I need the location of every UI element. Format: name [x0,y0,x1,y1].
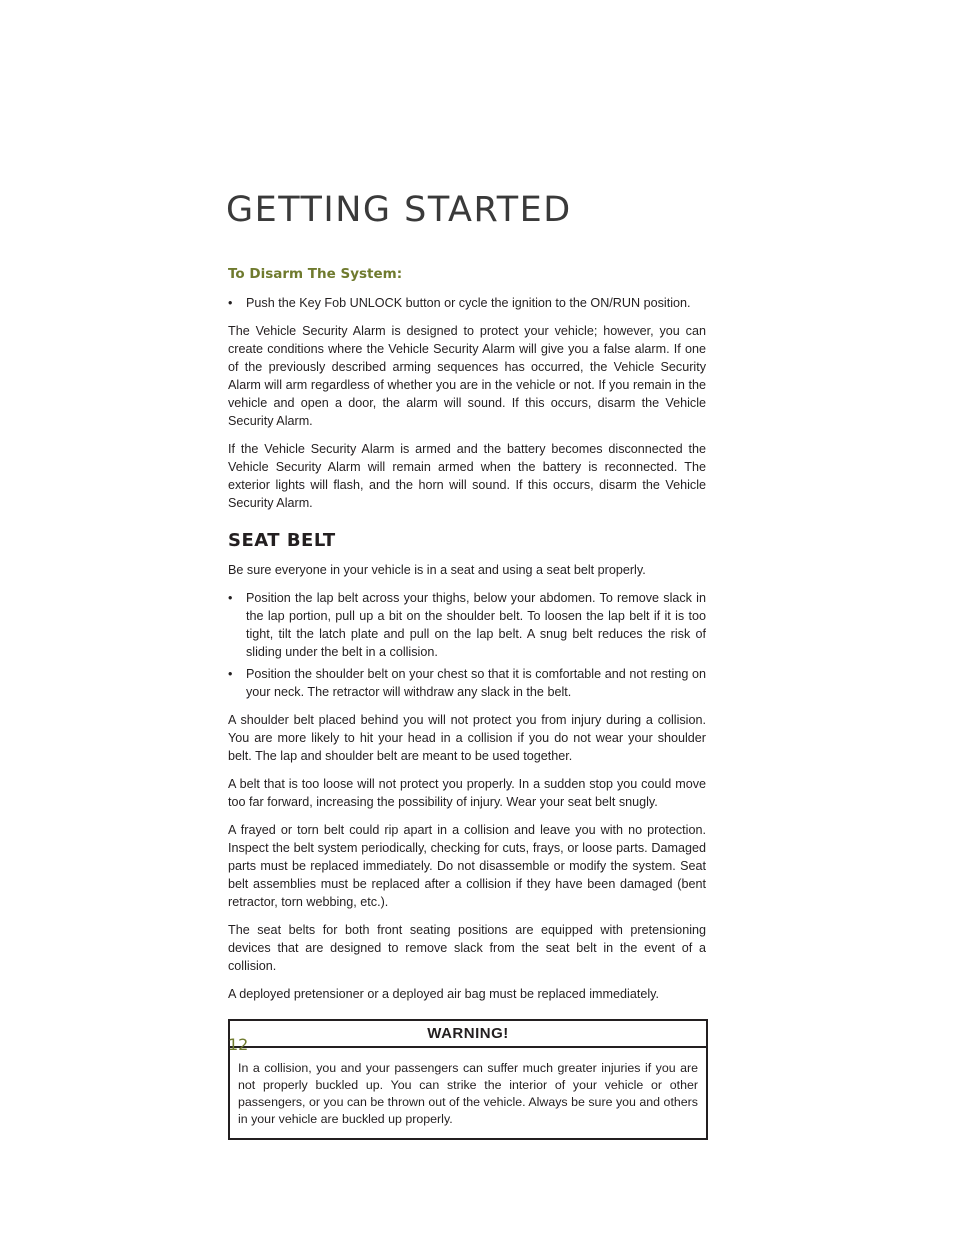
seat-belt-paragraph-loose: A belt that is too loose will not protect you properly. In a sudden stop you could move too far forward, increasing the possibility of injury. Wear your seat belt snugly. [228,777,706,809]
page-number: 12 [228,1035,249,1054]
disarm-paragraph-battery: If the Vehicle Security Alarm is armed and the battery becomes disconnected the Vehicle Security Alarm will remain armed when the battery is reconnected. The exterior lights will flash, and the horn will sound. If this occurs, disarm the Vehicle Security Alarm. [228,442,706,510]
disarm-bullet-list [228,294,706,312]
seat-belt-bullet-list [228,589,706,701]
warning-box [228,1019,708,1140]
page-content [228,266,706,1140]
bullet-icon: • [228,296,233,310]
bullet-icon: • [228,667,233,681]
disarm-paragraph-false-alarm: The Vehicle Security Alarm is designed to protect your vehicle; however, you can create conditions where the Vehicle Security Alarm will give you a false alarm. If one of the previously described arming sequences has occurred, the Vehicle Security Alarm will arm regardless of whether you are in the vehicle or not. If you remain in the vehicle and open a door, the alarm will sound. If this occurs, disarm the Vehicle Security Alarm. [228,324,706,428]
section-title: GETTING STARTED [226,190,572,230]
seat-belt-paragraph-pretensioner: The seat belts for both front seating positions are equipped with pretensioning devices that are designed to remove slack from the seat belt in the event of a collision. [228,923,706,973]
list-item: • Position the lap belt across your thighs, below your abdomen. To remove slack in the lap portion, pull up a bit on the shoulder belt. To loosen the lap belt if it is too tight, tilt the latch plate and pull on the lap belt. A snug belt reduces the risk of sliding under the belt in a collision. [228,591,706,659]
list-item: • Position the shoulder belt on your chest so that it is comfortable and not resting on your neck. The retractor will withdraw any slack in the belt. [228,667,706,699]
seat-belt-heading: SEAT BELT [228,530,336,551]
seat-belt-paragraph-shoulder: A shoulder belt placed behind you will not protect you from injury during a collision. You are more likely to hit your head in a collision if you do not wear your shoulder belt. The lap and shoulder belt are meant to be used together. [228,713,706,763]
disarm-heading: To Disarm The System: [228,266,403,282]
seat-belt-paragraph-deployed: A deployed pretensioner or a deployed air bag must be replaced immediately. [228,987,660,1001]
warning-title: WARNING! [230,1021,706,1048]
list-item: • Push the Key Fob UNLOCK button or cycle the ignition to the ON/RUN position. [228,296,691,310]
seat-belt-intro: Be sure everyone in your vehicle is in a seat and using a seat belt properly. [228,563,646,577]
seat-belt-paragraph-frayed: A frayed or torn belt could rip apart in a collision and leave you with no protection. Inspect the belt system periodically, checking for cuts, frays, or loose parts. Damaged parts must be replaced immediately. Do not disassemble or modify the system. Seat belt assemblies must be replaced after a collision if they have been damaged (bent retractor, torn webbing, etc.). [228,823,706,909]
warning-text: In a collision, you and your passengers can suffer much greater injuries if you are not properly buckled up. You can strike the interior of your vehicle or other passengers, or you can be thrown out of the vehicle. Always be sure you and others in your vehicle are buckled up properly. [238,1061,698,1126]
bullet-icon: • [228,591,233,605]
